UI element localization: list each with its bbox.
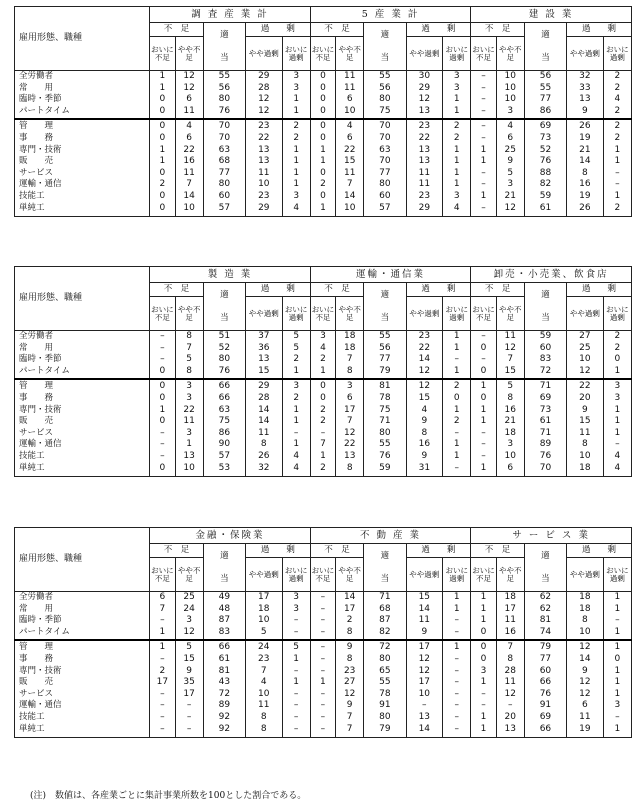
value-column: 3 3 1 1 1 – 4 4 xyxy=(603,379,631,477)
very-insufficient-header: おいに不足 xyxy=(150,558,175,592)
value-column: 1 – – – – – – – xyxy=(443,640,471,738)
value-column: 55 56 77 79 xyxy=(364,331,406,379)
spacer xyxy=(525,561,566,575)
category-labels: 全労働者 常 用 臨時・季節 パートタイム xyxy=(15,592,150,640)
very-insufficient-header: おいに不足 xyxy=(310,297,335,331)
value-column: 3 3 – – xyxy=(282,592,310,640)
value-column: 23 22 14 12 xyxy=(406,331,443,379)
value-column: 1 1 – – xyxy=(443,592,471,640)
value-column: 66 66 63 75 86 90 57 53 xyxy=(203,379,245,477)
value-column: 23 22 13 13 11 10 23 29 xyxy=(245,119,282,217)
industry-header: 5 産 業 計 xyxy=(310,7,471,23)
insufficient-header: 不 足 xyxy=(310,23,364,37)
slightly-excess-header: やや過剰 xyxy=(245,558,282,592)
appropriate-label-2: 当 xyxy=(541,573,550,584)
appropriate-label: 適 xyxy=(380,30,390,40)
slightly-insufficient-header: やや不足 xyxy=(496,297,524,331)
excess-header: 過 剰 xyxy=(245,23,310,37)
industry-header: 金融・保険業 xyxy=(150,528,311,544)
value-column: 3 6 17 7 12 22 13 8 xyxy=(336,379,364,477)
value-column: 6 7 – 1 xyxy=(150,592,175,640)
category-labels: 管 理 事 務 専門・技術 販 売 サービス 運輸・通信 技能工 単純工 xyxy=(15,379,150,477)
slightly-excess-header: やや過剰 xyxy=(406,558,443,592)
industry-header: 運輸・通信業 xyxy=(310,267,471,283)
value-column: 0 0 1 0 – – – 0 xyxy=(150,379,175,477)
slightly-excess-header: やや過剰 xyxy=(406,297,443,331)
industry-header: 製 造 業 xyxy=(150,267,311,283)
appropriate-header xyxy=(364,23,406,71)
industry-header: 建 設 業 xyxy=(471,7,632,23)
appropriate-label: 適 xyxy=(541,290,550,300)
value-column: 0 0 2 2 – 7 1 2 xyxy=(310,379,335,477)
spacer xyxy=(204,300,245,314)
value-column: 2 2 1 1 1 1 3 4 xyxy=(282,119,310,217)
very-insufficient-header: おいに不足 xyxy=(310,37,335,71)
very-insufficient-header: おいに不足 xyxy=(471,297,496,331)
value-column: 17 12 12 17 10 – 13 14 xyxy=(406,640,443,738)
spacer xyxy=(525,40,566,54)
excess-header: 過 剰 xyxy=(567,283,632,297)
value-column: 59 60 83 72 xyxy=(524,331,566,379)
insufficient-header: 不 足 xyxy=(150,544,204,558)
value-column: 55 56 80 76 xyxy=(203,71,245,119)
appropriate-label-2: 当 xyxy=(541,312,550,323)
value-column: 79 77 60 66 76 91 69 66 xyxy=(524,640,566,738)
value-column: 62 62 81 74 xyxy=(524,592,566,640)
very-excess-header: おいに過剰 xyxy=(282,37,310,71)
value-column: 3 3 22 11 3 1 13 10 xyxy=(175,379,203,477)
survey-table-block-2 xyxy=(14,266,632,477)
value-column: 11 12 7 15 xyxy=(496,331,524,379)
value-column: 51 52 80 76 xyxy=(203,331,245,379)
value-column: 5 1 – 1 – – – – xyxy=(282,640,310,738)
value-column: 55 56 80 75 xyxy=(364,71,406,119)
value-column: 2 2 1 1 1 1 3 4 xyxy=(443,119,471,217)
slightly-insufficient-header: やや不足 xyxy=(496,558,524,592)
excess-header: 過 剰 xyxy=(567,23,632,37)
spacer xyxy=(364,300,405,314)
very-insufficient-header: おいに不足 xyxy=(150,37,175,71)
very-excess-header: おいに過剰 xyxy=(443,558,471,592)
slightly-insufficient-header: やや不足 xyxy=(175,297,203,331)
value-column: 2 2 0 1 xyxy=(603,331,631,379)
value-column: 12 15 4 9 8 16 9 31 xyxy=(406,379,443,477)
value-column: 9 8 23 27 12 9 7 7 xyxy=(336,640,364,738)
value-column: 1 0 1 1 – – – 1 xyxy=(471,379,496,477)
very-excess-header: おいに過剰 xyxy=(443,297,471,331)
very-insufficient-header: おいに不足 xyxy=(150,297,175,331)
insufficient-header: 不 足 xyxy=(471,23,525,37)
value-column: 3 3 1 1 xyxy=(443,71,471,119)
value-column: 1 – 2 17 – – – – xyxy=(150,640,175,738)
value-column: 1 1 – 1 xyxy=(603,592,631,640)
appropriate-header xyxy=(524,544,566,592)
appropriate-label-2: 当 xyxy=(380,573,390,584)
value-column: 5 8 16 21 18 3 10 6 xyxy=(496,379,524,477)
value-column: 66 61 81 43 72 89 92 92 xyxy=(203,640,245,738)
value-column: 26 19 21 14 8 16 19 26 xyxy=(567,119,604,217)
value-column: – – – – xyxy=(471,71,496,119)
value-column: – – – 1 – – – – xyxy=(310,640,335,738)
appropriate-label-2: 当 xyxy=(380,312,390,323)
value-column: – – – – xyxy=(310,592,335,640)
value-column: 3 4 2 1 xyxy=(310,331,335,379)
value-column: 0 0 3 1 – – 1 1 xyxy=(471,640,496,738)
value-column: 18 18 7 8 xyxy=(336,331,364,379)
appropriate-label: 適 xyxy=(220,551,229,561)
very-excess-header: おいに過剰 xyxy=(603,37,631,71)
spacer xyxy=(364,40,405,54)
spacer xyxy=(204,40,245,54)
value-column: – – – 0 xyxy=(150,331,175,379)
slightly-excess-header: やや過剰 xyxy=(245,297,282,331)
industry-header: サ ー ビ ス 業 xyxy=(471,528,632,544)
value-column: 17 18 10 5 xyxy=(245,592,282,640)
slightly-excess-header: やや過剰 xyxy=(567,558,604,592)
appropriate-label: 適 xyxy=(220,30,229,40)
value-column: 22 20 9 15 11 8 10 18 xyxy=(567,379,604,477)
value-column: 3 2 1 1 – 1 4 4 xyxy=(282,379,310,477)
appropriate-header xyxy=(524,283,566,331)
category-labels: 全労働者 常 用 臨時・季節 パートタイム xyxy=(15,331,150,379)
value-column: 18 18 8 10 xyxy=(567,592,604,640)
value-column: 2 2 1 1 – – 1 2 xyxy=(603,119,631,217)
survey-table-block-3 xyxy=(14,527,632,738)
appropriate-header xyxy=(203,544,245,592)
value-column: – 0 – 0 xyxy=(471,331,496,379)
category-labels: 全労働者 常 用 臨時・季節 パートタイム xyxy=(15,71,150,119)
insufficient-header: 不 足 xyxy=(310,544,364,558)
value-column: 25 24 3 12 xyxy=(175,592,203,640)
value-column: – – 1 1 – – 1 – xyxy=(471,119,496,217)
value-column: 5 15 9 35 17 – – – xyxy=(175,640,203,738)
value-column: 2 2 4 2 xyxy=(603,71,631,119)
slightly-excess-header: やや過剰 xyxy=(567,297,604,331)
spacer xyxy=(525,300,566,314)
category-labels: 管 理 事 務 専門・技術 販 売 サービス 運輸・通信 技能工 単純工 xyxy=(15,640,150,738)
value-column: 30 29 12 13 xyxy=(406,71,443,119)
slightly-insufficient-header: やや不足 xyxy=(496,37,524,71)
excess-header: 過 剰 xyxy=(406,23,471,37)
appropriate-label: 適 xyxy=(380,290,390,300)
slightly-insufficient-header: やや不足 xyxy=(175,37,203,71)
value-column: 70 70 63 70 77 80 60 57 xyxy=(364,119,406,217)
value-column: 1 1 1 0 xyxy=(471,592,496,640)
value-column: 7 8 28 11 12 – 20 13 xyxy=(496,640,524,738)
slightly-insufficient-header: やや不足 xyxy=(336,37,364,71)
value-column: 1 1 0 0 xyxy=(150,71,175,119)
very-insufficient-header: おいに不足 xyxy=(471,558,496,592)
slightly-excess-header: やや過剰 xyxy=(245,37,282,71)
industry-header: 調 査 産 業 計 xyxy=(150,7,311,23)
appropriate-label-2: 当 xyxy=(220,52,229,63)
value-column: 0 0 0 0 xyxy=(310,71,335,119)
value-column: 5 5 2 1 xyxy=(282,331,310,379)
value-column: 72 80 65 55 78 91 80 79 xyxy=(364,640,406,738)
value-column: 8 7 5 8 xyxy=(175,331,203,379)
appropriate-header xyxy=(203,283,245,331)
appropriate-header xyxy=(524,23,566,71)
industry-header: 卸売・小売業、飲食店 xyxy=(471,267,632,283)
category-labels: 管 理 事 務 専門・技術 販 売 サービス 運輸・通信 技能工 単純工 xyxy=(15,119,150,217)
appropriate-label-2: 当 xyxy=(541,52,550,63)
value-column: 0 0 1 1 0 2 0 0 xyxy=(150,119,175,217)
appropriate-header xyxy=(364,283,406,331)
value-column: 11 11 6 10 xyxy=(336,71,364,119)
value-column: 18 17 11 16 xyxy=(496,592,524,640)
very-excess-header: おいに過剰 xyxy=(282,297,310,331)
value-column: 29 28 14 14 11 8 26 32 xyxy=(245,379,282,477)
appropriate-label-2: 当 xyxy=(380,52,390,63)
value-column: 23 22 13 13 11 11 23 29 xyxy=(406,119,443,217)
excess-header: 過 剰 xyxy=(406,544,471,558)
value-column: 15 14 11 9 xyxy=(406,592,443,640)
slightly-excess-header: やや過剰 xyxy=(567,37,604,71)
very-excess-header: おいに過剰 xyxy=(603,558,631,592)
value-column: 4 6 22 16 11 7 14 10 xyxy=(175,119,203,217)
value-column: 12 12 6 11 xyxy=(175,71,203,119)
value-column: 49 48 87 83 xyxy=(203,592,245,640)
value-column: 70 70 63 68 77 80 60 57 xyxy=(203,119,245,217)
value-column: 37 36 13 15 xyxy=(245,331,282,379)
corner-label: 雇用形態、職種 xyxy=(15,267,150,331)
appropriate-header xyxy=(203,23,245,71)
value-column: 32 33 13 9 xyxy=(567,71,604,119)
insufficient-header: 不 足 xyxy=(471,544,525,558)
corner-label: 雇用形態、職種 xyxy=(15,7,150,71)
industry-header: 不 動 産 業 xyxy=(310,528,471,544)
value-column: 71 68 87 82 xyxy=(364,592,406,640)
value-column: 10 10 10 3 xyxy=(496,71,524,119)
survey-table-block-1 xyxy=(14,6,632,217)
very-excess-header: おいに過剰 xyxy=(443,37,471,71)
very-excess-header: おいに過剰 xyxy=(603,297,631,331)
value-column: 2 0 1 2 – 1 1 – xyxy=(443,379,471,477)
value-column: 4 6 22 15 11 7 14 10 xyxy=(336,119,364,217)
excess-header: 過 剰 xyxy=(245,283,310,297)
value-column: 0 0 1 1 0 2 0 1 xyxy=(310,119,335,217)
appropriate-label: 適 xyxy=(541,551,550,561)
footnote: (注) 数値は、各産業ごとに集計事業所数を100とした割合である。 xyxy=(30,791,307,801)
value-column: 3 3 1 1 xyxy=(282,71,310,119)
spacer xyxy=(364,561,405,575)
slightly-insufficient-header: やや不足 xyxy=(175,558,203,592)
appropriate-header xyxy=(364,544,406,592)
appropriate-label: 適 xyxy=(380,551,390,561)
appropriate-label-2: 当 xyxy=(220,312,229,323)
excess-header: 過 剰 xyxy=(567,544,632,558)
value-column: 1 1 – 1 xyxy=(443,331,471,379)
very-insufficient-header: おいに不足 xyxy=(471,37,496,71)
very-insufficient-header: おいに不足 xyxy=(310,558,335,592)
value-column: 12 14 9 12 12 6 11 19 xyxy=(567,640,604,738)
value-column: 56 55 77 86 xyxy=(524,71,566,119)
appropriate-label-2: 当 xyxy=(220,573,229,584)
excess-header: 過 剰 xyxy=(245,544,310,558)
appropriate-label: 適 xyxy=(541,30,550,40)
excess-header: 過 剰 xyxy=(406,283,471,297)
slightly-insufficient-header: やや不足 xyxy=(336,558,364,592)
insufficient-header: 不 足 xyxy=(150,283,204,297)
appropriate-label: 適 xyxy=(220,290,229,300)
corner-label: 雇用形態、職種 xyxy=(15,528,150,592)
spacer xyxy=(204,561,245,575)
slightly-excess-header: やや過剰 xyxy=(406,37,443,71)
value-column: 27 25 10 12 xyxy=(567,331,604,379)
value-column: 24 23 7 4 10 11 8 8 xyxy=(245,640,282,738)
value-column: 71 69 73 61 71 89 76 70 xyxy=(524,379,566,477)
slightly-insufficient-header: やや不足 xyxy=(336,297,364,331)
value-column: 81 78 75 71 80 55 76 59 xyxy=(364,379,406,477)
insufficient-header: 不 足 xyxy=(150,23,204,37)
value-column: 69 73 52 76 88 82 59 61 xyxy=(524,119,566,217)
insufficient-header: 不 足 xyxy=(310,283,364,297)
very-excess-header: おいに過剰 xyxy=(282,558,310,592)
value-column: 1 0 1 1 1 3 – 1 xyxy=(603,640,631,738)
value-column: 14 17 2 8 xyxy=(336,592,364,640)
value-column: 4 6 25 9 5 3 21 12 xyxy=(496,119,524,217)
value-column: 29 28 12 12 xyxy=(245,71,282,119)
insufficient-header: 不 足 xyxy=(471,283,525,297)
